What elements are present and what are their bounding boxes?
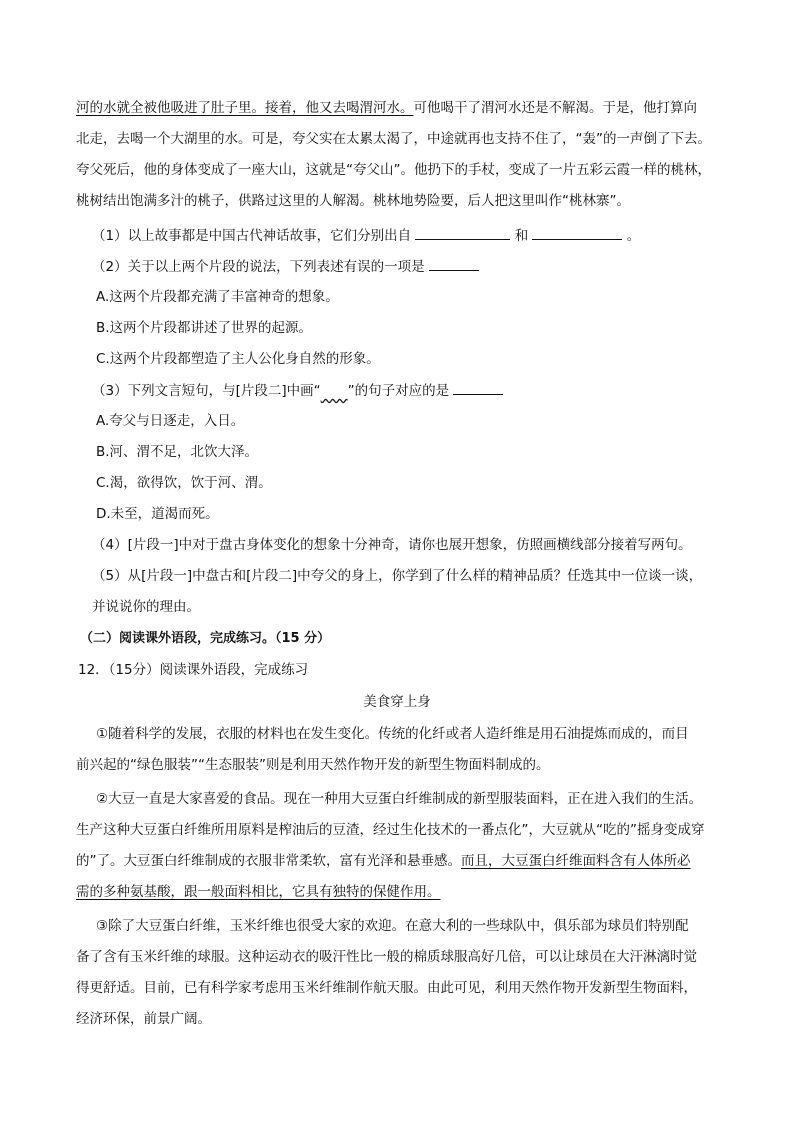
answer-blank-4[interactable]: [453, 380, 503, 395]
question-1-and: 和: [514, 228, 529, 244]
question-3-option-d: D.未至，道渴而死。: [96, 506, 219, 522]
paragraph-3-line-3: 得更舒适。目前，已有科学家考虑用玉米纤维制作航天服。由此可见，利用天然作物开发新型生物面料，: [76, 980, 697, 996]
passage-line-2: 北走，去喝一个大湖里的水。可是，夸父实在太累太渴了，中途就再也支持不住了，“轰”的一声倒了下去。: [76, 131, 711, 147]
paragraph-2-underlined-a: 而且，大豆蛋白纤维面料含有人体所必: [461, 853, 691, 869]
underlined-sentence-1: 河的水就全被他吸进了肚子里。: [76, 100, 265, 116]
answer-blank-3[interactable]: [429, 256, 479, 271]
section-2-heading: （二）阅读课外语段，完成练习。（15 分）: [80, 631, 331, 646]
question-4: （4）[片段一]中对于盘古身体变化的想象十分神奇，请你也展开想象，仿照画横线部分接着写两句。: [92, 537, 692, 553]
wavy-underline-marker: [321, 383, 348, 399]
passage-line-4: 桃树结出饱满多汁的桃子，供路过这里的人解渴。桃林地势险要，后人把这里叫作“桃林寨”。: [76, 193, 630, 209]
question-2-text: （2）关于以上两个片段的说法，下列表述有误的一项是: [92, 259, 425, 275]
passage-line-1: [76, 98, 726, 118]
answer-blank-1[interactable]: [415, 225, 510, 240]
paragraph-1-line-1: ①随着科学的发展，衣服的材料也在发生变化。传统的化纤或者人造纤维是用石油提炼而成的，而目: [96, 726, 689, 742]
paragraph-3-line-2: 备了含有玉米纤维的球服。这种运动衣的吸汗性比一般的棉质球服高好几倍，可以让球员在大汗淋漓时觉: [76, 949, 697, 965]
paragraph-2-line-3: [76, 851, 726, 871]
question-2-option-a: A.这两个片段都充满了丰富神奇的想象。: [96, 289, 339, 305]
question-2-option-c: C.这两个片段都塑造了主人公化身自然的形象。: [96, 351, 380, 367]
question-3-text-b: ”的句子对应的是: [347, 383, 450, 399]
question-1: [92, 225, 742, 246]
article-title: 美食穿上身: [363, 694, 431, 710]
paragraph-2-line-1: ②大豆一直是大家喜爱的食品。现在一种用大豆蛋白纤维制成的新型服装面料，正在进入我们的生活。: [96, 791, 703, 807]
paragraph-1-line-2: 前兴起的“绿色服装”“生态服装”则是利用天然作物开发的新型生物面料制成的。: [76, 757, 550, 773]
question-2: [92, 256, 742, 277]
question-1-text: （1）以上故事都是中国古代神话故事，它们分别出自: [92, 228, 412, 244]
answer-blank-2[interactable]: [532, 225, 622, 240]
underlined-sentence-2: 接着，他又去喝渭河水。: [265, 100, 414, 116]
question-2-option-b: B.这两个片段都讲述了世界的起源。: [96, 320, 313, 336]
paragraph-2-line-2: 生产这种大豆蛋白纤维所用原料是榨油后的豆渣，经过生化技术的一番点化”，大豆就从“吃的”摇身变成穿: [76, 822, 705, 838]
paragraph-2-line-3-text: 的”了。大豆蛋白纤维制成的衣服非常柔软，富有光泽和悬垂感。: [76, 853, 461, 869]
question-5-line-1: （5）从[片段一]中盘古和[片段二]中夸父的身上，你学到了什么样的精神品质？任选其中一位谈一谈，: [92, 568, 703, 584]
paragraph-3-line-4: 经济环保，前景广阔。: [76, 1011, 211, 1027]
question-3: [92, 380, 742, 401]
passage-line-3: 夸父死后，他的身体变成了一座大山，这就是“夸父山”。他扔下的手杖，变成了一片五彩云霞一样的桃林，: [76, 162, 711, 178]
paragraph-2-underlined-b: 需的多种氨基酸，跟一般面料相比，它具有独特的保健作用。: [76, 884, 441, 900]
question-5-line-2: 并说说你的理由。: [92, 599, 200, 615]
question-12-heading: 12．（15分）阅读课外语段，完成练习: [78, 662, 309, 678]
question-1-end: 。: [626, 228, 641, 244]
question-3-option-c: C.渴，欲得饮，饮于河、渭。: [96, 475, 272, 491]
paragraph-3-line-1: ③除了大豆蛋白纤维，玉米纤维也很受大家的欢迎。在意大利的一些球队中，俱乐部为球员们特别配: [96, 918, 689, 934]
question-3-option-b: B.河、渭不足，北饮大泽。: [96, 444, 259, 460]
question-3-option-a: A.夸父与日逐走，入日。: [96, 413, 245, 429]
paragraph-2-line-4: [76, 882, 726, 902]
passage-line-1-rest: 可他喝干了渭河水还是不解渴。于是，他打算向: [413, 100, 697, 116]
question-3-text-a: （3）下列文言短句，与[片段二]中画“: [92, 383, 321, 399]
